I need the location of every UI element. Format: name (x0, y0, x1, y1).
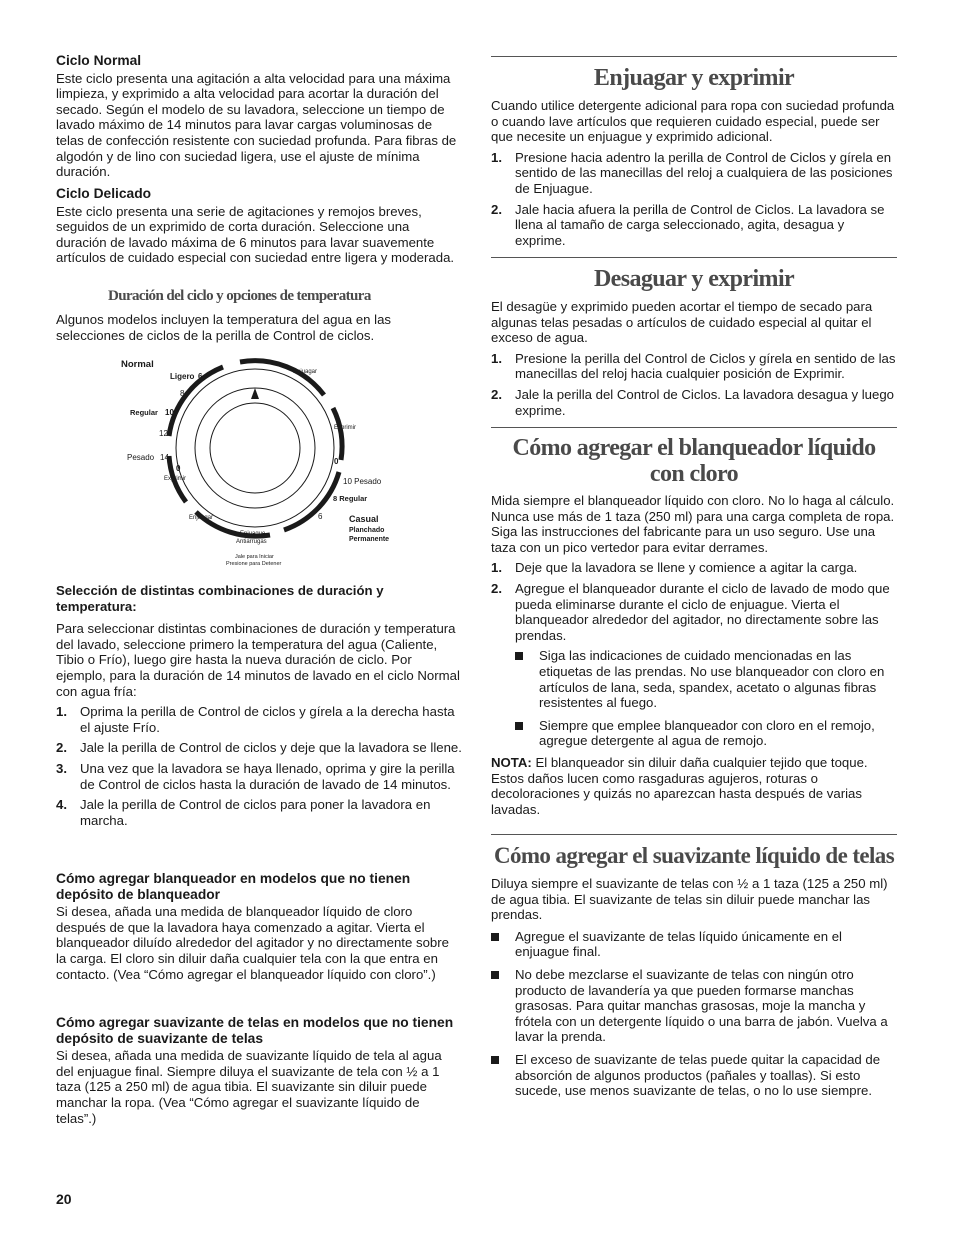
ciclo-normal-text: Este ciclo presenta una agitación a alta velocidad para una máxima limpieza, y exprimido a alta velocidad para acortar la duración del secado. Según el modelo de su lavadora, seleccione un tiempo de lavado máximo de 14 minutos para lavar cargas voluminosas de telas de confección resistente con suciedad profunda. Para fibras de algodón y de lino con suciedad ligera, use el ajuste de mínima duración. (56, 70, 457, 180)
dial-normal: Normal (121, 359, 154, 370)
square-bullet-icon (515, 722, 523, 730)
ciclo-delicado-text: Este ciclo presenta una serie de agitaciones y remojos breves, seguidos de un exprimido de corta duración. Seleccione una duración de lavado máxima de 6 minutos para lavar suavemente artículos de cuidado especial con suciedad entre ligera y moderada. (56, 203, 455, 266)
enjuagar-text: Cuando utilice detergente adicional para ropa con suciedad profunda o cuando lave artículos que requieren cuidado especial, puede ser que necesite un enjuague y exprimido adicional. (491, 98, 895, 145)
dial-8: 8 (180, 389, 185, 398)
dial-enjuagar-bottom: Enjuagar (189, 515, 214, 521)
ciclo-normal-title: Ciclo Normal (56, 53, 142, 68)
dial-casual: Casual (349, 514, 379, 524)
square-bullet-icon (491, 1056, 499, 1064)
list-item: 1. Oprima la perilla de Control de ciclos y gírela a la derecha hasta el ajuste Frío. (56, 704, 455, 735)
list-item: 2. Jale hacia afuera la perilla de Control de Ciclos. La lavadora se llena al tamaño de carga seleccionado, agita, desagua y exprime. (491, 201, 885, 248)
list-item: 2. Agregue el blanqueador durante el ciclo de lavado de modo que pueda eliminarse durante el ciclo de enjuague. Vierta el blanqueador alrededor del agitador, no directamente sobre las prendas. (491, 580, 890, 643)
cloro-steps (491, 560, 897, 643)
dial-10: 10 (165, 408, 174, 417)
dial-14: 14 (160, 453, 169, 462)
seleccion-section (56, 583, 462, 828)
cloro-text: Mida siempre el blanqueador líquido con cloro. No lo haga al cálculo. Nunca use más de 1 taza (250 ml) para una carga completa de ropa. Siga las instrucciones del fabricante para un uso seguro. Use una taza con un pico vertedor para evitar derrames. (491, 493, 895, 555)
dial-presione: Presione para Detener (226, 561, 282, 567)
list-item: Siempre que emplee blanqueador con cloro en el remojo, agregue detergente al agua de remojo. (515, 718, 897, 749)
enjuagar-heading: Enjuagar y exprimir (593, 65, 795, 91)
list-item: 1. Presione la perilla del Control de Ciclos y gírela en sentido de las manecillas del reloj hacia cualquier posición de Exprimir. (491, 350, 896, 382)
list-item: 1. Deje que la lavadora se llene y comience a agitar la carga. (491, 560, 858, 576)
suavizante-text: Si desea, añada una medida de suavizante líquido de tela al agua del enjuague final. Siempre diluya el suavizante de tela con ½ a 1 taza (125 a 250 ml) de agua tibia. El suavizante sin diluir puede manchar la ropa. (Vea “Cómo agregar el suavizante líquido de telas”.) (56, 1048, 442, 1126)
divider (491, 56, 897, 57)
list-item: El exceso de suavizante de telas puede quitar la capacidad de absorción de algunos productos (pañales y toallas). Si esto sucede, use menos suavizante de telas, o no lo use siempre. (491, 1052, 897, 1099)
list-item: 2. Jale la perilla del Control de Ciclos. La lavadora desagua y luego exprime. (491, 386, 895, 418)
dial-pointer-icon (251, 388, 259, 399)
cloro-heading-line-2: con cloro (649, 461, 739, 487)
dial-exprimir-right: Exprimir (334, 425, 356, 431)
desaguar-heading: Desaguar y exprimir (593, 266, 795, 292)
dial-enjuague: Enjuague (240, 531, 266, 537)
nota-paragraph (491, 755, 897, 817)
dial-10-pesado: 10 Pesado (343, 477, 382, 486)
square-bullet-icon (491, 933, 499, 941)
nota-label: NOTA: (491, 754, 532, 770)
desaguar-section (491, 265, 897, 418)
suavizante-liquido-text: Diluya siempre el suavizante de telas con ½ a 1 taza (125 a 250 ml) de agua tibia. El suavizante de telas sin diluir puede manchar las prendas. (491, 876, 888, 923)
nota-text: El blanqueador sin diluir daña cualquier tejido que toque. Estos daños lucen como rasgaduras agujeros, roturas o decoloraciones y quizás no aparezcan hasta después de varias lavadas. (491, 754, 868, 817)
ciclo-delicado-title: Ciclo Delicado (56, 186, 152, 201)
blanqueador-section (56, 871, 462, 982)
cloro-bullets (515, 648, 897, 749)
desaguar-text: El desagüe y exprimido pueden acortar el tiempo de secado para algunas telas pesadas o artículos de cuidado especial al quitar el exceso de agua. (491, 299, 873, 346)
seleccion-text: Para seleccionar distintas combinaciones de duración y temperatura del lavado, seleccione primero la temperatura del agua (Caliente, Tibio o Frío), luego gire hasta la nueva duración de ciclo. Por ejemplo, para la duración de 14 minutos de lavado en el ciclo Normal con agua fría: (56, 621, 460, 699)
page-number: 20 (56, 1191, 72, 1207)
enjuagar-steps (491, 150, 897, 249)
ciclo-normal-section (56, 53, 462, 180)
dial-jale: Jale para Iniciar (235, 554, 274, 560)
list-item: 2. Jale la perilla de Control de ciclos y deje que la lavadora se llene. (56, 740, 462, 756)
dial-6: 6 (198, 372, 203, 381)
list-item: No debe mezclarse el suavizante de telas con ningún otro producto de lavandería ya que pueden formarse manchas grasosas. Para quitar manchas grasosas, moje la mancha y frótela con un detergente líquido o una barra de jabón. Vuelva a lavar la prenda. (491, 967, 897, 1045)
dial-planchado: Planchado (349, 527, 385, 534)
suavizante-liquido-section (491, 842, 897, 1099)
list-item: Siga las indicaciones de cuidado mencionadas en las etiquetas de las prendas. No use blanqueador con cloro en artículos de lana, seda, spandex, acetato o algunas fibras resistentes al fuego. (515, 648, 897, 710)
dial-exprimir-left: Exprimir (164, 476, 186, 482)
blanqueador-text: Si desea, añada una medida de blanqueador líquido de cloro después de que la lavadora haya comenzado a agitar. Vierta el blanqueador diluído alrededor del agitador y no directamente sobre la carga. El cloro sin diluir daña cualquier tela con la que entra en contacto. (Vea “Cómo agregar el blanqueador líquido con cloro”.) (56, 904, 449, 982)
cloro-heading-line-1: Cómo agregar el blanqueador líquido (512, 435, 876, 461)
duracion-section (56, 287, 462, 343)
list-item: 4. Jale la perilla de Control de ciclos para poner la lavadora en marcha. (56, 797, 431, 828)
dial-8-regular: 8 Regular (333, 494, 368, 503)
list-item: 1. Presione hacia adentro la perilla de Control de Ciclos y gírela en sentido de las manecillas del reloj a cualquiera de las posiciones de Enjuague. (491, 149, 893, 196)
list-item: 3. Una vez que la lavadora se haya llenado, oprima y gire la perilla de Control de ciclos hasta la duración de lavado de 14 minutos. (56, 760, 455, 792)
dial-0-right: 0 (334, 457, 339, 466)
ciclo-delicado-section (56, 186, 462, 266)
cloro-section (491, 435, 897, 817)
dial-12: 12 (159, 429, 168, 438)
dial-0-left: 0 (176, 464, 181, 473)
suavizante-section (56, 1015, 462, 1126)
dial-ligero: Ligero (170, 372, 195, 381)
suavizante-bullets (491, 929, 897, 1099)
divider (491, 834, 897, 835)
duracion-heading: Duración del ciclo y opciones de temperatura (108, 288, 371, 304)
enjuagar-section (491, 64, 897, 248)
dial-enjuagar-top: Enjuagar (293, 369, 318, 375)
square-bullet-icon (491, 971, 499, 979)
dial-6-right: 6 (318, 512, 323, 521)
square-bullet-icon (515, 652, 523, 660)
suavizante-heading: Cómo agregar el suavizante líquido de telas (493, 843, 895, 868)
dial-permanente: Permanente (349, 536, 390, 543)
desaguar-steps (491, 351, 897, 418)
dial-antiarrugas: Antiarrugas (236, 539, 267, 545)
dial-regular: Regular (130, 408, 158, 417)
suavizante-title: Cómo agregar suavizante de telas en modelos que no tienen depósito de suavizante de telas (56, 1015, 454, 1046)
list-item: Agregue el suavizante de telas líquido únicamente en el enjuague final. (491, 929, 897, 960)
divider (491, 427, 897, 428)
seleccion-title: Selección de distintas combinaciones de duración y temperatura: (56, 583, 384, 614)
blanqueador-title: Cómo agregar blanqueador en modelos que no tienen depósito de blanqueador (56, 871, 411, 902)
cycle-dial-diagram (112, 352, 412, 572)
dial-pesado: Pesado (127, 453, 155, 462)
divider (491, 257, 897, 258)
seleccion-steps (56, 704, 462, 828)
duracion-text: Algunos modelos incluyen la temperatura del agua en las selecciones de ciclos de la perilla de Control de ciclos. (56, 312, 392, 343)
